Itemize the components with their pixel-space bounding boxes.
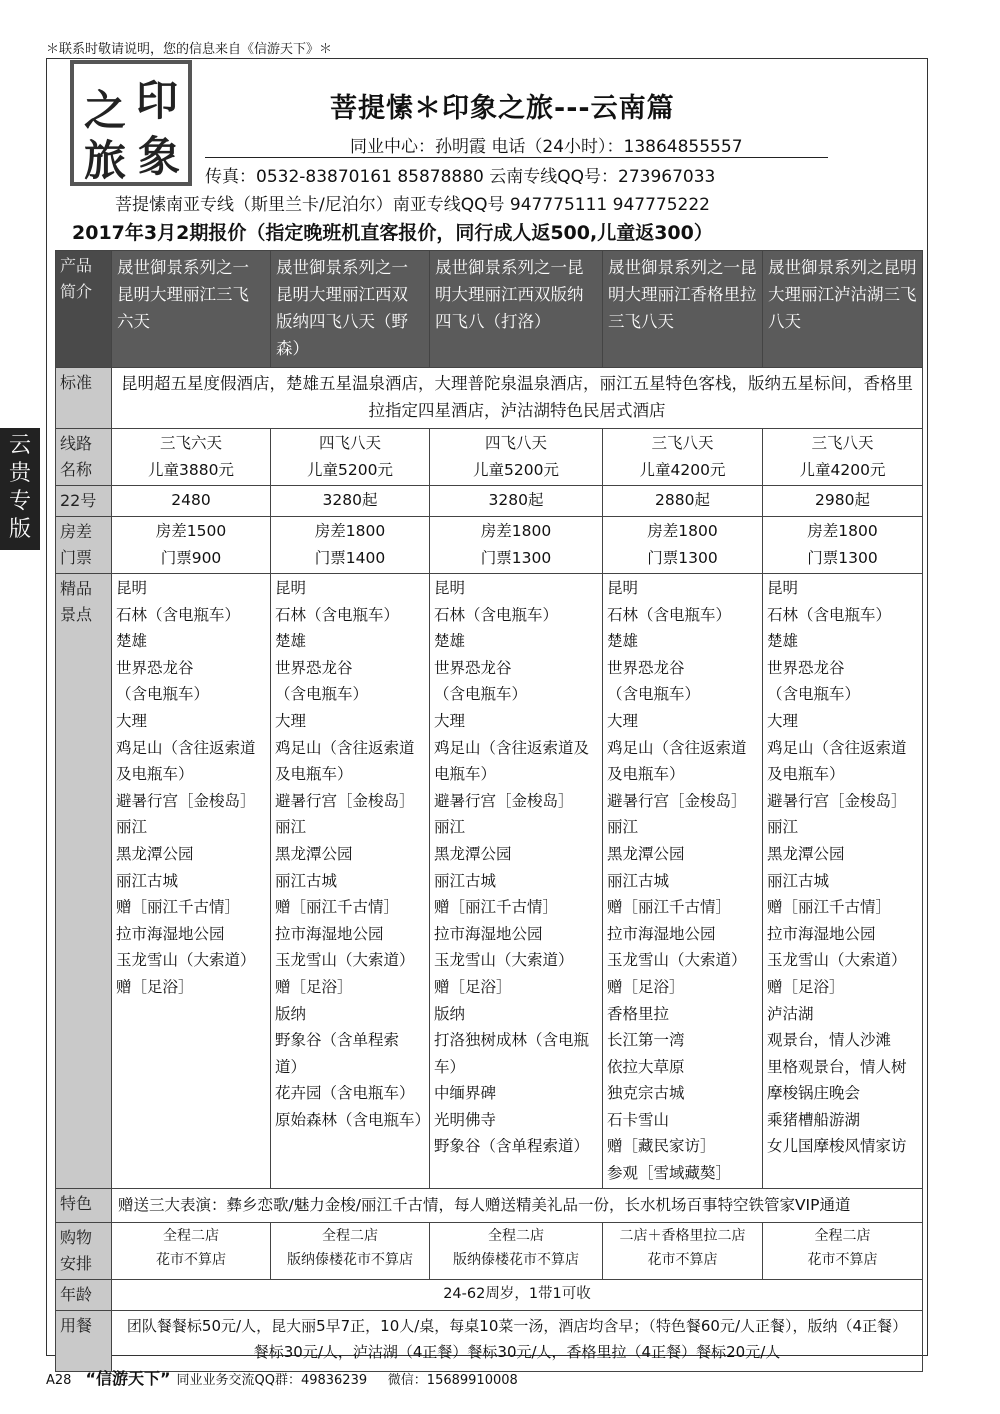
row-label: 精品景点 bbox=[56, 574, 112, 1189]
shopping-stores: 全程二店 bbox=[163, 1227, 219, 1244]
logo-char: 象 bbox=[138, 132, 181, 181]
date-price-row bbox=[56, 486, 923, 517]
row-label: 年龄 bbox=[56, 1279, 112, 1310]
price-note: 2017年3月2期报价（指定晚班机直客报价，同行成人返500,儿童返300） bbox=[72, 222, 713, 244]
room-diff: 房差1800 bbox=[480, 522, 552, 540]
logo-char: 印 bbox=[136, 76, 179, 125]
route-cell bbox=[112, 429, 271, 486]
logo-char: 旅 bbox=[84, 136, 127, 185]
product-cell: 晟世御景系列之昆明大理丽江泸沽湖三飞八天 bbox=[763, 251, 923, 368]
route-cell bbox=[271, 429, 430, 486]
side-tab-char: 贵 bbox=[8, 461, 31, 486]
shopping-note: 版纳傣楼花市不算店 bbox=[453, 1251, 579, 1268]
ticket-price: 门票1300 bbox=[807, 548, 878, 567]
shopping-row bbox=[56, 1222, 923, 1279]
route-child-price: 儿童4200元 bbox=[639, 460, 726, 479]
row-label: 标准 bbox=[56, 368, 112, 429]
product-row bbox=[56, 251, 923, 368]
row-label: 特色 bbox=[56, 1189, 112, 1223]
row-label: 用餐 bbox=[56, 1310, 112, 1371]
spots-cell: 昆明 石林（含电瓶车） 楚雄 世界恐龙谷 （含电瓶车） 大理 鸡足山（含往返索道及电瓶车） 避暑行宫［金梭岛］ 丽江 黑龙潭公园 丽江古城 赠［丽江千古情］ 拉市海湿地公园 玉龙雪山（大索道） 赠［足浴］ 泸沽湖 观景台，情人沙滩 里格观景台，情人树 摩梭锅庄晚会 乘猪槽船游湖 女儿国摩梭风情家访 bbox=[763, 574, 923, 1189]
ticket-price: 门票1300 bbox=[480, 548, 552, 567]
side-tab-char: 云 bbox=[8, 433, 31, 458]
top-note: ＊联系时敬请说明，您的信息来自《信游天下》＊ bbox=[46, 42, 333, 57]
route-name: 三飞六天 bbox=[159, 434, 222, 452]
product-cell: 晟世御景系列之一昆明大理丽江香格里拉三飞八天 bbox=[603, 251, 763, 368]
route-cell bbox=[430, 429, 603, 486]
route-child-price: 儿童3880元 bbox=[148, 460, 234, 479]
meal-cell: 团队餐餐标50元/人，昆大丽5早7正，10人/桌，每桌10菜一汤，酒店均含早；（特色餐60元/人正餐），版纳（4正餐）餐标30元/人，泸沽湖（4正餐）餐标30元/人，香格里拉（4正餐）餐标20元/人 bbox=[112, 1310, 923, 1371]
route-name: 四飞八天 bbox=[318, 434, 381, 452]
room-ticket-cell bbox=[112, 517, 271, 574]
room-ticket-cell bbox=[271, 517, 430, 574]
standard-cell: 昆明超五星度假酒店，楚雄五星温泉酒店，大理普陀泉温泉酒店，丽江五星特色客栈，版纳五星标间，香格里拉指定四星酒店，泸沽湖特色民居式酒店 bbox=[112, 368, 923, 429]
shopping-note: 花市不算店 bbox=[647, 1251, 718, 1268]
itinerary-table bbox=[55, 250, 923, 1372]
shopping-cell bbox=[763, 1222, 923, 1279]
route-child-price: 儿童5200元 bbox=[307, 460, 393, 479]
date-price-cell: 3280起 bbox=[271, 486, 430, 517]
shopping-note: 版纳傣楼花市不算店 bbox=[287, 1251, 413, 1268]
shopping-cell bbox=[603, 1222, 763, 1279]
shopping-stores: 二店＋香格里拉二店 bbox=[619, 1227, 746, 1244]
row-label: 房差门票 bbox=[56, 517, 112, 574]
footer-brand: “信游天下” bbox=[85, 1369, 171, 1388]
spots-row bbox=[56, 574, 923, 1189]
date-price-cell: 3280起 bbox=[430, 486, 603, 517]
footer-wechat: 微信：15689910008 bbox=[387, 1373, 518, 1388]
side-tab-char: 专 bbox=[8, 489, 31, 514]
footer bbox=[46, 1366, 518, 1389]
spots-cell: 昆明 石林（含电瓶车） 楚雄 世界恐龙谷 （含电瓶车） 大理 鸡足山（含往返索道及电瓶车） 避暑行宫［金梭岛］ 丽江 黑龙潭公园 丽江古城 赠［丽江千古情］ 拉市海湿地公园 玉龙雪山（大索道） 赠［足浴］ 版纳 野象谷（含单程索道） 花卉园（含电瓶车） 原始森林（含电瓶车） bbox=[271, 574, 430, 1189]
shopping-note: 花市不算店 bbox=[807, 1251, 878, 1268]
meal-row bbox=[56, 1310, 923, 1371]
logo bbox=[70, 60, 192, 186]
shopping-cell bbox=[271, 1222, 430, 1279]
row-label: 线路名称 bbox=[56, 429, 112, 486]
route-row bbox=[56, 429, 923, 486]
footer-qq: 同业业务交流QQ群：49836239 bbox=[176, 1373, 368, 1388]
shopping-stores: 全程二店 bbox=[488, 1227, 544, 1244]
room-ticket-cell bbox=[603, 517, 763, 574]
product-cell: 晟世御景系列之一昆明大理丽江西双版纳四飞八天（野森） bbox=[271, 251, 430, 368]
standard-row bbox=[56, 368, 923, 429]
spots-cell: 昆明 石林（含电瓶车） 楚雄 世界恐龙谷 （含电瓶车） 大理 鸡足山（含往返索道及电瓶车） 避暑行宫［金梭岛］ 丽江 黑龙潭公园 丽江古城 赠［丽江千古情］ 拉市海湿地公园 玉龙雪山（大索道） 赠［足浴］ bbox=[112, 574, 271, 1189]
route-child-price: 儿童5200元 bbox=[473, 460, 559, 479]
route-cell bbox=[763, 429, 923, 486]
product-cell: 晟世御景系列之一昆明大理丽江三飞六天 bbox=[112, 251, 271, 368]
room-diff: 房差1800 bbox=[314, 522, 386, 540]
room-ticket-cell bbox=[430, 517, 603, 574]
ticket-price: 门票1400 bbox=[314, 548, 386, 567]
shopping-cell bbox=[112, 1222, 271, 1279]
shopping-cell bbox=[430, 1222, 603, 1279]
route-name: 三飞八天 bbox=[811, 434, 874, 452]
product-cell: 晟世御景系列之一昆明大理丽江西双版纳四飞八（打洛） bbox=[430, 251, 603, 368]
shopping-stores: 全程二店 bbox=[322, 1227, 378, 1244]
divider bbox=[205, 157, 828, 158]
shopping-stores: 全程二店 bbox=[814, 1227, 871, 1244]
route-child-price: 儿童4200元 bbox=[799, 460, 886, 479]
logo-char: 之 bbox=[84, 86, 127, 135]
route-name: 四飞八天 bbox=[484, 434, 547, 452]
feature-cell: 赠送三大表演：彝乡恋歌/魅力金梭/丽江千古情，每人赠送精美礼品一份，长水机场百事特空铁管家VIP通道 bbox=[112, 1189, 923, 1223]
contact-line: 同业中心：孙明霞 电话（24小时）：13864855557 bbox=[350, 137, 743, 157]
room-ticket-row bbox=[56, 517, 923, 574]
side-tab-char: 版 bbox=[8, 517, 31, 542]
room-ticket-cell bbox=[763, 517, 923, 574]
date-price-cell: 2980起 bbox=[763, 486, 923, 517]
room-diff: 房差1500 bbox=[155, 522, 227, 540]
route-cell bbox=[603, 429, 763, 486]
feature-row bbox=[56, 1189, 923, 1223]
date-price-cell: 2880起 bbox=[603, 486, 763, 517]
page-number: A28 bbox=[46, 1373, 72, 1388]
spots-cell: 昆明 石林（含电瓶车） 楚雄 世界恐龙谷 （含电瓶车） 大理 鸡足山（含往返索道及电瓶车） 避暑行宫［金梭岛］ 丽江 黑龙潭公园 丽江古城 赠［丽江千古情］ 拉市海湿地公园 玉龙雪山（大索道） 赠［足浴］ 香格里拉 长江第一湾 依拉大草原 独克宗古城 石卡雪山 赠［藏民家访］ 参观［雪域藏獒］ bbox=[603, 574, 763, 1189]
spots-cell: 昆明 石林（含电瓶车） 楚雄 世界恐龙谷 （含电瓶车） 大理 鸡足山（含往返索道及电瓶车） 避暑行宫［金梭岛］ 丽江 黑龙潭公园 丽江古城 赠［丽江千古情］ 拉市海湿地公园 玉龙雪山（大索道） 赠［足浴］ 版纳 打洛独树成林（含电瓶车） 中缅界碑 光明佛寺 野象谷（含单程索道） bbox=[430, 574, 603, 1189]
south-asia-line: 菩提愫南亚专线（斯里兰卡/尼泊尔）南亚专线QQ号 947775111 947775222 bbox=[115, 195, 710, 215]
age-row bbox=[56, 1279, 923, 1310]
ticket-price: 门票900 bbox=[160, 548, 222, 567]
room-diff: 房差1800 bbox=[647, 522, 718, 540]
row-label: 购物安排 bbox=[56, 1222, 112, 1279]
ticket-price: 门票1300 bbox=[647, 548, 718, 567]
row-label: 产品简介 bbox=[56, 251, 112, 368]
room-diff: 房差1800 bbox=[807, 522, 878, 540]
age-cell: 24-62周岁，1带1可收 bbox=[112, 1279, 923, 1310]
page-title: 菩提愫＊印象之旅---云南篇 bbox=[330, 93, 675, 124]
shopping-note: 花市不算店 bbox=[156, 1251, 226, 1268]
route-name: 三飞八天 bbox=[651, 434, 714, 452]
side-tab bbox=[0, 428, 40, 550]
date-price-cell: 2480 bbox=[112, 486, 271, 517]
row-label: 22号 bbox=[56, 486, 112, 517]
fax-line: 传真：0532-83870161 85878880 云南专线QQ号：273967033 bbox=[205, 167, 716, 187]
